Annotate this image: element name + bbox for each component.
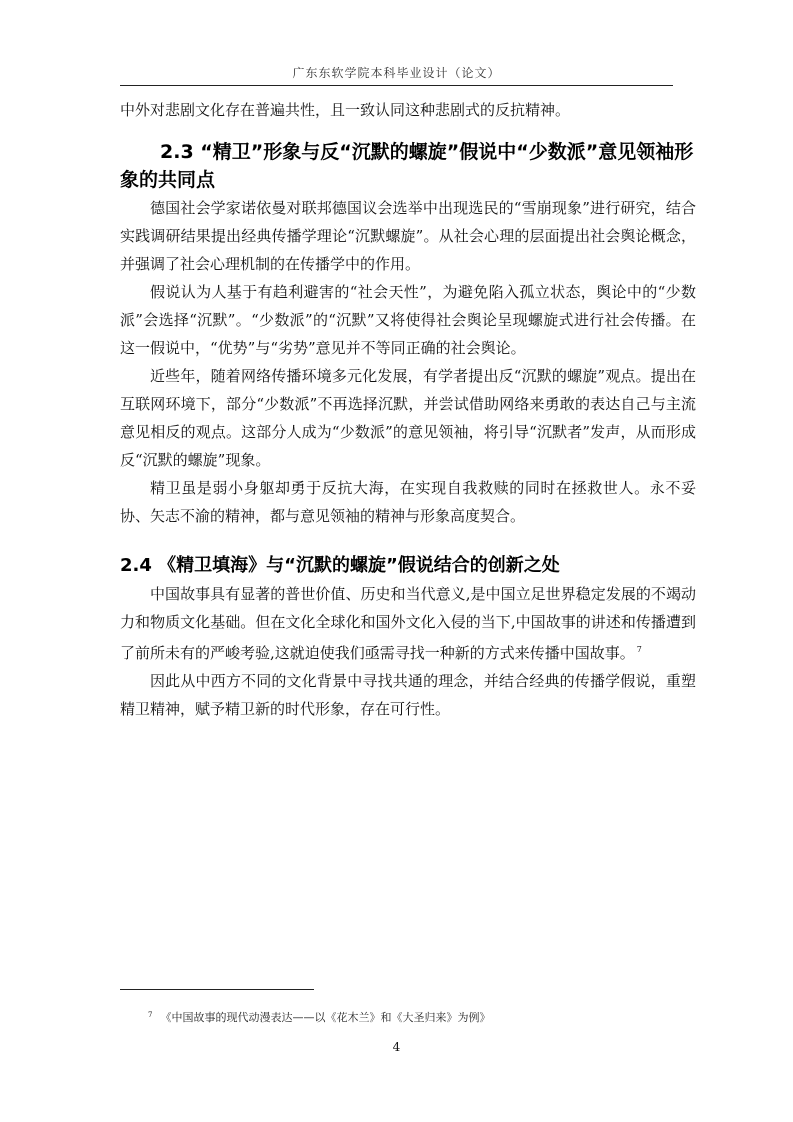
footnote (148, 1009, 490, 1025)
section-2-4-paragraph-1-text: 中国故事具有显著的普世价值、历史和当代意义,是中国立足世界稳定发展的不竭动力和物质文化基础。但在文化全球化和国外文化入侵的当下,中国故事的讲述和传播遭到了前所未有的严峻考验,这就迫使我们亟需寻找一种新的方式来传播中国故事。 (120, 585, 696, 662)
page-header: 广东东软学院本科毕业设计（论文） (292, 66, 501, 80)
section-2-3-paragraph-3: 近些年，随着网络传播环境多元化发展，有学者提出反“沉默的螺旋”观点。提出在互联网环境下，部分“少数派”不再选择沉默，并尝试借助网络来勇敢的表达自己与主流意见相反的观点。这部分人成为“少数派”的意见领袖，将引导“沉默者”发声，从而形成反“沉默的螺旋”现象。 (120, 367, 696, 469)
footnote-marker: 7 (148, 1011, 153, 1019)
section-2-3-paragraph-4: 精卫虽是弱小身躯却勇于反抗大海，在实现自我救赎的同时在拯救世人。永不妥协、矢志不渝的精神，都与意见领袖的精神与形象高度契合。 (120, 479, 696, 525)
footnote-rule (120, 989, 314, 990)
section-2-3-paragraph-1: 德国社会学家诺依曼对联邦德国议会选举中出现选民的“雪崩现象”进行研究，结合实践调研结果提出经典传播学理论“沉默螺旋”。从社会心理的层面提出社会舆论概念，并强调了社会心理机制的在传播学中的作用。 (120, 199, 696, 273)
section-2-4-paragraph-2: 因此从中西方不同的文化背景中寻找共通的理念，并结合经典的传播学假说，重塑精卫精神，赋予精卫新的时代形象，存在可行性。 (120, 672, 696, 718)
section-2-3-paragraph-2: 假说认为人基于有趋利避害的“社会天性”，为避免陷入孤立状态，舆论中的“少数派”会选择“沉默”。“少数派”的“沉默”又将使得社会舆论呈现螺旋式进行社会传播。在这一假说中，“优势”与“劣势”意见并不等同正确的社会舆论。 (120, 283, 696, 357)
section-2-4-heading: 2.4 《精卫填海》与“沉默的螺旋”假说结合的创新之处 (120, 555, 560, 576)
section-2-3-heading: 2.3 “精卫”形象与反“沉默的螺旋”假说中“少数派”意见领袖形象的共同点 (120, 141, 694, 191)
page-number: 4 (392, 1040, 401, 1054)
paragraph-continuation: 中外对悲剧文化存在普遍共性，且一致认同这种悲剧式的反抗精神。 (120, 101, 571, 119)
footnote-text: 《中国故事的现代动漫表达——以《花木兰》和《大圣归来》为例》 (160, 1011, 491, 1024)
body-content (120, 96, 696, 723)
header-rule (120, 85, 673, 86)
section-2-4-paragraph-1 (120, 580, 696, 667)
footnote-reference[interactable]: 7 (636, 645, 642, 654)
